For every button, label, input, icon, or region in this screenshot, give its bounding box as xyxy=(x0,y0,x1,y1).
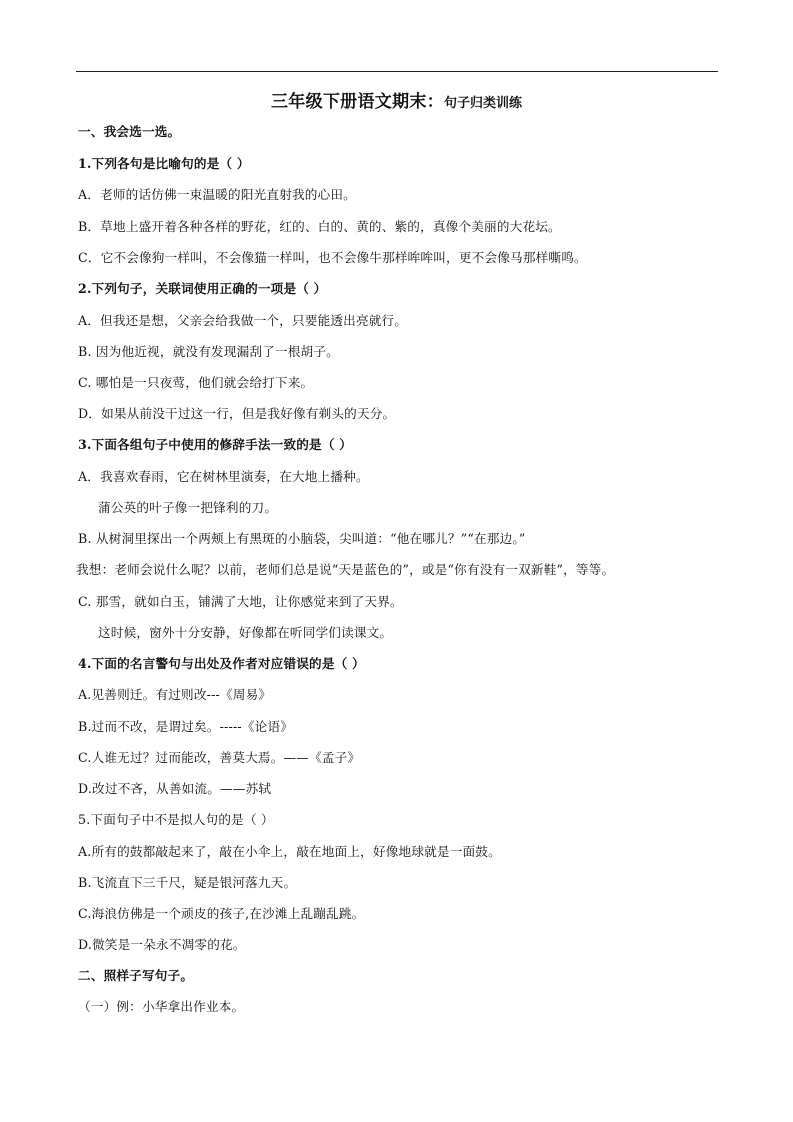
question-5-stem: 5.下面句子中不是拟人句的是（ ） xyxy=(78,812,274,827)
question-1-stem: 1.下列各句是比喻句的是（ ） xyxy=(78,156,250,171)
question-4-option-c: C.人谁无过？过而能改，善莫大焉。——《孟子》 xyxy=(78,750,361,765)
question-2-option-c: C. 哪怕是一只夜莺，他们就会给打下来。 xyxy=(78,375,314,390)
header-rule xyxy=(76,71,718,72)
question-4-stem: 4.下面的名言警句与出处及作者对应错误的是（ ） xyxy=(78,656,365,671)
question-3-option-a-line2: 蒲公英的叶子像一把锋利的刀。 xyxy=(98,500,278,515)
question-2-option-a: A．但我还是想，父亲会给我做一个，只要能透出亮就行。 xyxy=(78,313,408,328)
question-5-option-c: C.海浪仿佛是一个顽皮的孩子,在沙滩上乱蹦乱跳。 xyxy=(78,906,365,921)
question-5-option-b: B.飞流直下三千尺，疑是银河落九天。 xyxy=(78,875,297,890)
title-main: 三年级下册语文期末： xyxy=(270,92,444,112)
question-1-option-b: B．草地上盛开着各种各样的野花，红的、白的、黄的、紫的，真像个美丽的大花坛。 xyxy=(78,219,561,234)
question-3-option-c-line2: 这时候，窗外十分安静，好像都在听同学们读课文。 xyxy=(98,625,393,640)
question-4-option-a: A.见善则迁。有过则改---《周易》 xyxy=(78,687,272,702)
question-1-option-a: A．老师的话仿佛一束温暖的阳光直射我的心田。 xyxy=(78,187,356,202)
section-heading-2: 二、照样子写句子。 xyxy=(78,968,194,983)
question-3-option-b: B. 从树洞里探出一个两颊上有黑斑的小脑袋，尖叫道：“他在哪儿？”“在那边。” xyxy=(78,531,526,546)
question-2-option-b: B. 因为他近视，就没有发现漏刮了一根胡子。 xyxy=(78,344,339,359)
question-4-option-d: D.改过不吝，从善如流。——苏轼 xyxy=(78,781,272,796)
title-subtitle: 句子归类训练 xyxy=(443,96,522,111)
question-3-option-c: C. 那雪，就如白玉，铺满了大地，让你感觉来到了天界。 xyxy=(78,594,403,609)
question-1-option-c: C．它不会像狗一样叫，不会像猫一样叫，也不会像牛那样哞哞叫，更不会像马那样嘶鸣。 xyxy=(78,250,587,265)
question-3-option-a: A．我喜欢春雨，它在树林里演奏，在大地上播种。 xyxy=(78,469,369,484)
question-2-option-d: D．如果从前没干过这一行，但是我好像有剃头的天分。 xyxy=(78,406,396,421)
question-4-option-b: B.过而不改，是谓过矣。-----《论语》 xyxy=(78,719,294,734)
question-5-option-d: D.微笑是一朵永不凋零的花。 xyxy=(78,937,246,952)
section-2-example: （一）例：小华拿出作业本。 xyxy=(78,999,245,1014)
question-3-option-b-line2: 我想：老师会说什么呢？以前，老师们总是说“天是蓝色的”，或是“你有没有一双新鞋”，等等。 xyxy=(76,562,615,577)
question-5-option-a: A.所有的鼓都敲起来了，敲在小伞上，敲在地面上，好像地球就是一面鼓。 xyxy=(78,844,501,859)
question-2-stem: 2.下列句子，关联词使用正确的一项是（ ） xyxy=(78,281,327,296)
section-heading-1: 一、我会选一选。 xyxy=(78,124,181,139)
question-3-stem: 3.下面各组句子中使用的修辞手法一致的是（ ） xyxy=(78,437,353,452)
page-title xyxy=(0,87,793,112)
